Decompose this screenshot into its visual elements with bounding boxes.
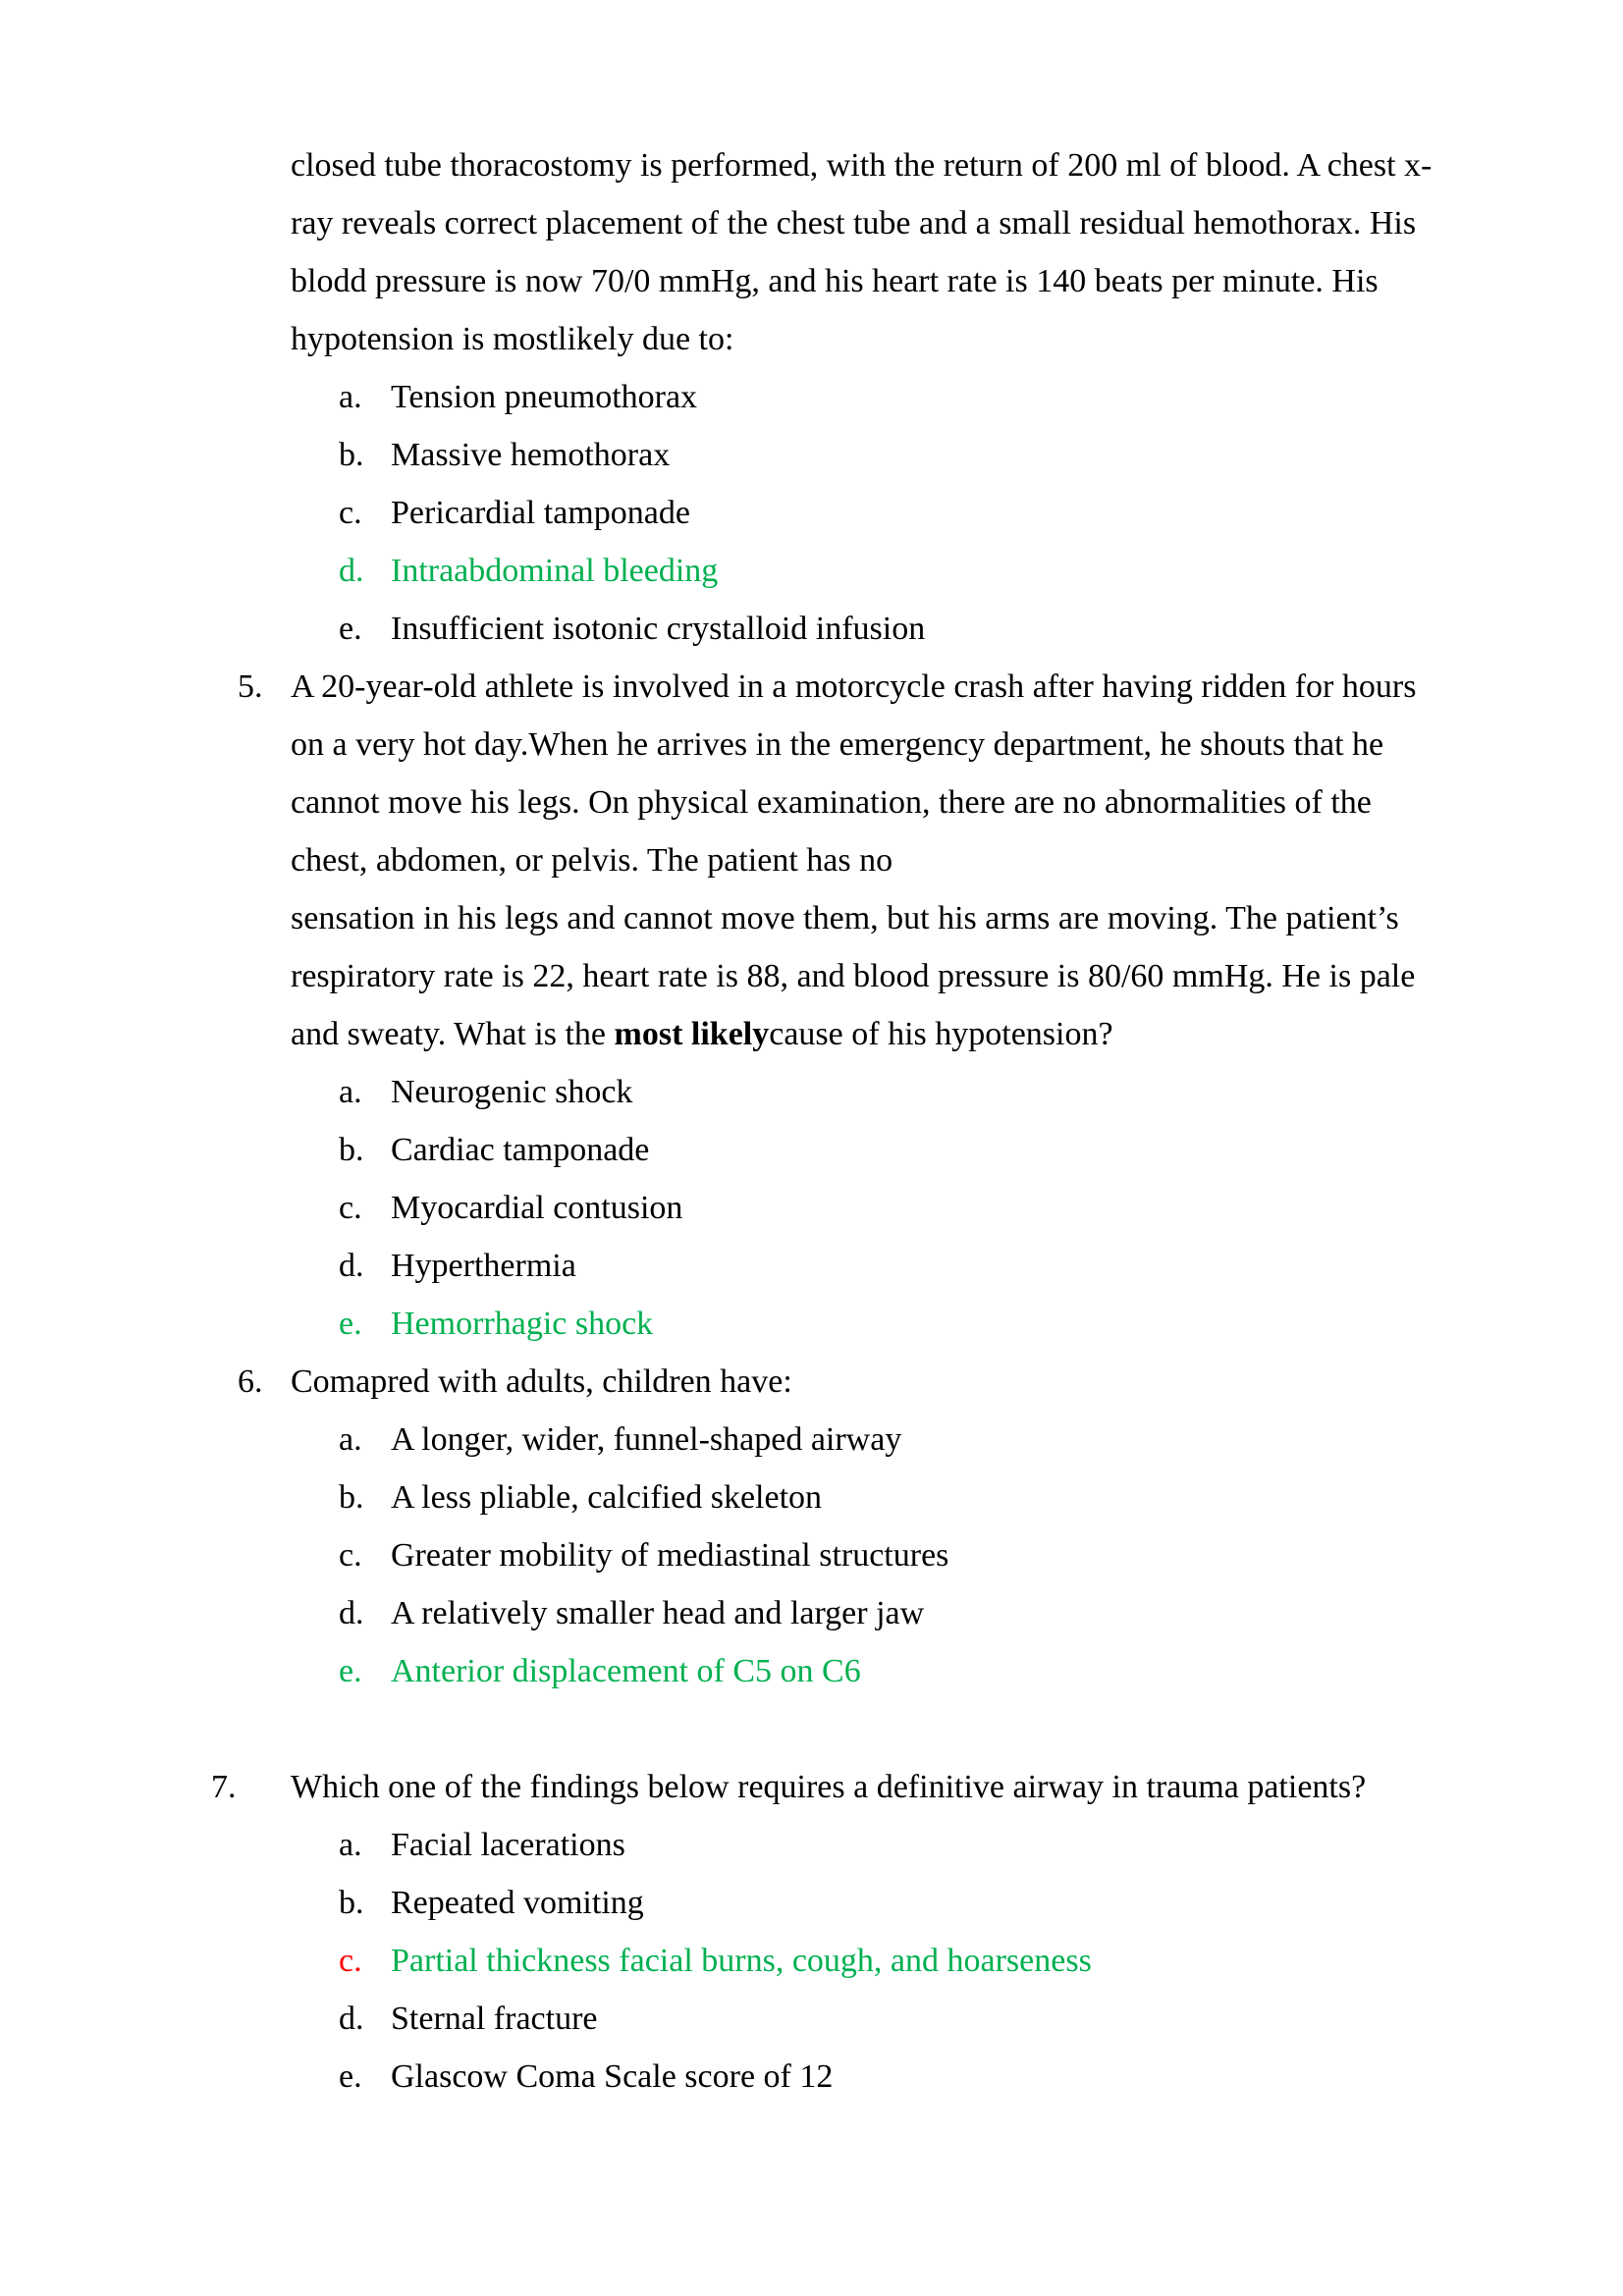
q7-number-and-stem-marker: 7. xyxy=(211,1769,237,1805)
q5-option-c-marker: c. xyxy=(339,1190,362,1226)
q6-option-c-text: Greater mobility of mediastinal structures xyxy=(391,1537,949,1574)
q5-number-and-stem-line-1-text: A 20-year-old athlete is involved in a motorcycle crash after having ridden for hours xyxy=(291,668,1417,705)
q4-stem-line-2-text: ray reveals correct placement of the chest tube and a small residual hemothorax. His xyxy=(291,205,1417,241)
q4-stem-line-3 xyxy=(0,252,1623,310)
q6-option-a-marker: a. xyxy=(339,1421,362,1458)
q6-option-c xyxy=(0,1526,1623,1584)
q5-option-e xyxy=(0,1295,1623,1353)
q4-option-d xyxy=(0,542,1623,600)
q5-option-d xyxy=(0,1237,1623,1295)
q6-option-c-marker: c. xyxy=(339,1537,362,1574)
q6-option-d-marker: d. xyxy=(339,1595,364,1631)
q4-option-a xyxy=(0,368,1623,426)
q5-option-a-text: Neurogenic shock xyxy=(391,1074,633,1110)
q5-stem-line-3-text: cannot move his legs. On physical examination, there are no abnormalities of the xyxy=(291,784,1372,821)
q4-option-b-text: Massive hemothorax xyxy=(391,437,671,473)
q6-option-e-marker: e. xyxy=(339,1653,362,1689)
q7-option-d-text: Sternal fracture xyxy=(391,2001,598,2037)
q6-number-and-stem-marker: 6. xyxy=(238,1363,263,1400)
q5-option-b xyxy=(0,1121,1623,1179)
q5-option-e-text: Hemorrhagic shock xyxy=(391,1306,654,1342)
q7-option-b-text: Repeated vomiting xyxy=(391,1885,644,1921)
q4-stem-line-3-text: blodd pressure is now 70/0 mmHg, and his heart rate is 140 beats per minute. His xyxy=(291,263,1379,299)
q6-option-d xyxy=(0,1584,1623,1642)
q4-option-c-marker: c. xyxy=(339,495,362,531)
q7-number-and-stem-text: Which one of the findings below requires a definitive airway in trauma patients? xyxy=(291,1769,1367,1805)
q7-option-e xyxy=(0,2048,1623,2106)
q4-stem-line-1 xyxy=(0,136,1623,194)
q6-option-b xyxy=(0,1468,1623,1526)
q5-stem-line-7-seg-0: and sweaty. What is the xyxy=(291,1016,615,1052)
q5-stem-line-7-text xyxy=(291,1005,1113,1063)
q6-option-b-text: A less pliable, calcified skeleton xyxy=(391,1479,823,1516)
q6-option-b-marker: b. xyxy=(339,1479,364,1516)
q5-stem-line-7-seg-1: most likely xyxy=(614,1016,770,1052)
q4-stem-line-4-text: hypotension is mostlikely due to: xyxy=(291,321,734,357)
q5-option-a xyxy=(0,1063,1623,1121)
q4-option-e-text: Insufficient isotonic crystalloid infusion xyxy=(391,611,926,647)
q4-option-e xyxy=(0,600,1623,658)
q7-number-and-stem xyxy=(0,1758,1623,1816)
q4-option-b-marker: b. xyxy=(339,437,364,473)
q4-stem-line-1-text: closed tube thoracostomy is performed, with the return of 200 ml of blood. A chest x- xyxy=(291,147,1433,184)
q5-stem-line-4-text: chest, abdomen, or pelvis. The patient has no xyxy=(291,842,893,879)
q7-option-a xyxy=(0,1816,1623,1874)
q6-option-e-text: Anterior displacement of C5 on C6 xyxy=(391,1653,861,1689)
q7-option-e-text: Glascow Coma Scale score of 12 xyxy=(391,2058,834,2095)
q6-option-e xyxy=(0,1642,1623,1700)
q5-option-c-text: Myocardial contusion xyxy=(391,1190,683,1226)
q5-number-and-stem-line-1-marker: 5. xyxy=(238,668,263,705)
q5-stem-line-6-text: respiratory rate is 22, heart rate is 88, and blood pressure is 80/60 mmHg. He is pale xyxy=(291,958,1416,994)
q4-stem-line-2 xyxy=(0,194,1623,252)
q4-option-e-marker: e. xyxy=(339,611,362,647)
q5-option-e-marker: e. xyxy=(339,1306,362,1342)
q7-option-a-marker: a. xyxy=(339,1827,362,1863)
q5-stem-line-5 xyxy=(0,889,1623,947)
q5-option-d-text: Hyperthermia xyxy=(391,1248,576,1284)
q5-option-d-marker: d. xyxy=(339,1248,364,1284)
q5-stem-line-2 xyxy=(0,716,1623,774)
q5-option-b-marker: b. xyxy=(339,1132,364,1168)
q7-option-c-marker: c. xyxy=(339,1943,362,1979)
q6-number-and-stem-text: Comapred with adults, children have: xyxy=(291,1363,792,1400)
q5-stem-line-6 xyxy=(0,947,1623,1005)
q4-option-d-text: Intraabdominal bleeding xyxy=(391,553,719,589)
q6-option-a xyxy=(0,1411,1623,1468)
q7-option-c xyxy=(0,1932,1623,1990)
blank-line xyxy=(0,1700,1623,1758)
q6-number-and-stem xyxy=(0,1353,1623,1411)
q7-option-a-text: Facial lacerations xyxy=(391,1827,625,1863)
q5-stem-line-7-seg-2: cause of his hypotension? xyxy=(769,1016,1113,1052)
q7-option-b xyxy=(0,1874,1623,1932)
q4-option-a-marker: a. xyxy=(339,379,362,415)
q5-stem-line-4 xyxy=(0,831,1623,889)
q5-option-c xyxy=(0,1179,1623,1237)
q7-option-e-marker: e. xyxy=(339,2058,362,2095)
q4-option-d-marker: d. xyxy=(339,553,364,589)
q6-option-a-text: A longer, wider, funnel-shaped airway xyxy=(391,1421,902,1458)
q4-option-a-text: Tension pneumothorax xyxy=(391,379,698,415)
q7-option-b-marker: b. xyxy=(339,1885,364,1921)
q5-option-a-marker: a. xyxy=(339,1074,362,1110)
q7-option-c-text: Partial thickness facial burns, cough, and hoarseness xyxy=(391,1943,1092,1979)
q5-number-and-stem-line-1 xyxy=(0,658,1623,716)
q4-option-c-text: Pericardial tamponade xyxy=(391,495,690,531)
q6-option-d-text: A relatively smaller head and larger jaw xyxy=(391,1595,925,1631)
q7-option-d-marker: d. xyxy=(339,2001,364,2037)
q5-stem-line-5-text: sensation in his legs and cannot move them, but his arms are moving. The patient’s xyxy=(291,900,1399,936)
q5-stem-line-3 xyxy=(0,774,1623,831)
q4-option-c xyxy=(0,484,1623,542)
q5-stem-line-7 xyxy=(0,1005,1623,1063)
q5-option-b-text: Cardiac tamponade xyxy=(391,1132,650,1168)
q5-stem-line-2-text: on a very hot day.When he arrives in the emergency department, he shouts that he xyxy=(291,726,1384,763)
q7-option-d xyxy=(0,1990,1623,2048)
q4-option-b xyxy=(0,426,1623,484)
q4-stem-line-4 xyxy=(0,310,1623,368)
